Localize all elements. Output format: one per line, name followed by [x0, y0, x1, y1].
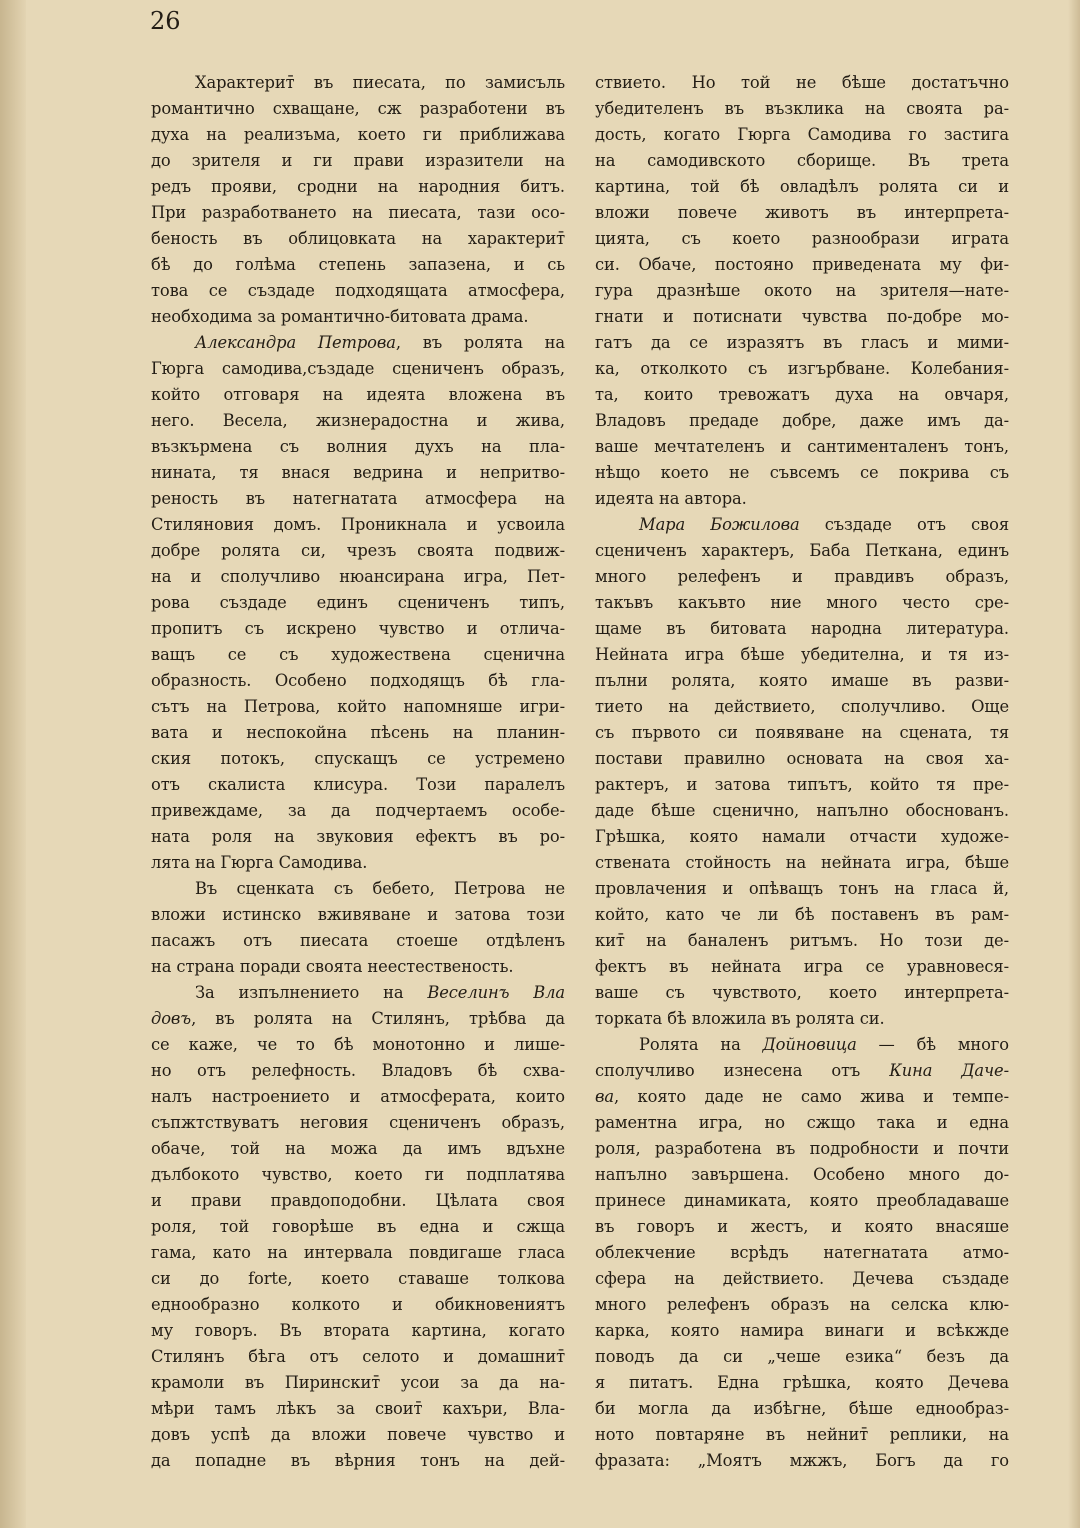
line-text: кит̄ на баналенъ ритъмъ. Но този де- [595, 931, 1009, 950]
line-text: сцениченъ характеръ, Баба Петкана, единъ [595, 541, 1009, 560]
line-text: си. Обаче, постояно приведената му фи- [595, 255, 1009, 274]
line-text: него. Весела, жизнерадостна и жива, [151, 411, 565, 430]
text-line [151, 616, 565, 642]
line-text: съпжтствуватъ неговия сцениченъ образъ, [151, 1113, 565, 1132]
line-text: торката бѣ вложила въ ролята си. [595, 1009, 885, 1028]
line-text: това се създаде подходящата атмосфера, [151, 281, 565, 300]
text-line [151, 954, 565, 980]
text-line [151, 772, 565, 798]
line-text: ствената стойность на нейната игра, бѣше [595, 853, 1009, 872]
text-line [151, 1214, 565, 1240]
line-text: нината, тя внася ведрина и непритво- [151, 463, 565, 482]
text-line [151, 96, 565, 122]
text-line [595, 720, 1009, 746]
text-line [151, 122, 565, 148]
line-text: убедителенъ въ възклика на своята ра- [595, 99, 1009, 118]
text-line [151, 278, 565, 304]
line-text: обаче, той на можа да имъ вдъхне [151, 1139, 565, 1158]
text-line [151, 356, 565, 382]
line-text: романтично схващане, сж разработени въ [151, 99, 565, 118]
line-text: дость, когато Гюрга Самодива го застига [595, 125, 1009, 144]
line-text: ваше съ чувството, което интерпрета- [595, 983, 1009, 1002]
text-line [595, 1188, 1009, 1214]
text-line [151, 1136, 565, 1162]
line-text: създаде отъ своя [799, 515, 1009, 534]
text-line [595, 1318, 1009, 1344]
text-line [151, 1162, 565, 1188]
text-line [595, 382, 1009, 408]
text-line [151, 408, 565, 434]
right-text-column [595, 70, 1009, 1474]
text-line [595, 1084, 1009, 1110]
text-line [151, 928, 565, 954]
text-line [595, 590, 1009, 616]
line-text: реность въ натегнатата атмосфера на [151, 489, 565, 508]
text-line [151, 1396, 565, 1422]
line-text: рова създаде единъ сцениченъ типъ, [151, 593, 565, 612]
text-line [151, 694, 565, 720]
line-text: поводъ да си „чеше езика“ безъ да [595, 1347, 1009, 1366]
text-line [151, 1448, 565, 1474]
text-line [595, 694, 1009, 720]
text-line [151, 824, 565, 850]
text-line [595, 460, 1009, 486]
line-text: раментна игра, но сжщо така и една [595, 1113, 1009, 1132]
line-text: нѣщо което не съвсемъ се покрива съ [595, 463, 1009, 482]
line-text: образность. Особено подходящъ бѣ гла- [151, 671, 565, 690]
line-text: вата и неспокойна пѣсень на планин- [151, 723, 565, 742]
line-text: сфера на действието. Дечева създаде [595, 1269, 1009, 1288]
line-text: ка, отколкото съ изгърбване. Колебания- [595, 359, 1009, 378]
text-line [151, 1318, 565, 1344]
text-line [595, 928, 1009, 954]
text-line [151, 148, 565, 174]
line-text: ствието. Но той не бѣше достатъчно [595, 73, 1009, 92]
text-line [595, 1136, 1009, 1162]
text-line [595, 980, 1009, 1006]
text-line [595, 1032, 1009, 1058]
line-text: дълбокото чувство, което ги подплатява [151, 1165, 565, 1184]
text-line [151, 1058, 565, 1084]
text-line [595, 876, 1009, 902]
text-line [151, 590, 565, 616]
line-text: ното повтаряне въ нейнит̄ реплики, на [595, 1425, 1009, 1444]
text-line [595, 1448, 1009, 1474]
text-line [595, 564, 1009, 590]
text-line [151, 1006, 565, 1032]
text-line [595, 1162, 1009, 1188]
text-line [151, 486, 565, 512]
page-edge-shadow [1068, 0, 1080, 1528]
line-text: много релефенъ образъ на селска клю- [595, 1295, 1009, 1314]
text-line [151, 876, 565, 902]
text-line [151, 538, 565, 564]
line-text: на самодивското сборище. Въ трета [595, 151, 1009, 170]
line-text: и прави правдоподобни. Цѣлата своя [151, 1191, 565, 1210]
line-text: добре ролята си, чрезъ своята подвиж- [151, 541, 565, 560]
text-line [151, 512, 565, 538]
line-text: принесе динамиката, която преобладаваше [595, 1191, 1009, 1210]
text-line [151, 200, 565, 226]
line-text: Гюрга самодива,създаде сцениченъ образъ, [151, 359, 565, 378]
text-line [151, 1422, 565, 1448]
text-line [595, 1344, 1009, 1370]
text-line [151, 668, 565, 694]
text-line [151, 304, 565, 330]
text-line [151, 382, 565, 408]
text-line [595, 746, 1009, 772]
text-line [595, 1006, 1009, 1032]
text-line [595, 304, 1009, 330]
line-text: на страна поради своята неестественость. [151, 957, 514, 976]
text-line [151, 70, 565, 96]
text-line [595, 954, 1009, 980]
text-line [595, 1266, 1009, 1292]
text-line [595, 1422, 1009, 1448]
line-text: на и сполучливо нюансирана игра, Пет- [151, 567, 565, 586]
line-text: гнати и потиснати чувства по-добре мо- [595, 307, 1009, 326]
text-line [595, 1240, 1009, 1266]
line-text: да попадне въ вѣрния тонъ на дей- [151, 1451, 565, 1470]
line-text: роля, разработена въ подробности и почти [595, 1139, 1009, 1158]
page-number: 26 [150, 7, 181, 35]
italic-name: Мара Божилова [639, 515, 800, 534]
line-text: провлачения и опѣващъ тонъ на гласа й, [595, 879, 1009, 898]
line-text: фразата: „Моятъ мжжъ, Богъ да го [595, 1451, 1009, 1470]
line-text: ващъ се съ художествена сценична [151, 645, 565, 664]
text-line [595, 408, 1009, 434]
text-line [151, 1188, 565, 1214]
text-line [595, 122, 1009, 148]
line-text: гатъ да се изразятъ въ гласъ и мими- [595, 333, 1009, 352]
line-text: ната роля на звуковия ефектъ въ ро- [151, 827, 565, 846]
line-text: който отговаря на идеята вложена въ [151, 385, 565, 404]
text-line [595, 1214, 1009, 1240]
line-text: но отъ релефность. Владовъ бѣ схва- [151, 1061, 565, 1080]
line-text: сполучливо изнесена отъ [595, 1061, 890, 1080]
line-text: Владовъ предаде добре, даже имъ да- [595, 411, 1009, 430]
text-line [151, 1084, 565, 1110]
line-text: Стиляновия домъ. Проникнала и усвоила [151, 515, 565, 534]
text-line [151, 1110, 565, 1136]
text-line [595, 798, 1009, 824]
text-line [151, 642, 565, 668]
text-line [595, 1396, 1009, 1422]
line-text: , въ ролята на [395, 333, 565, 352]
text-line [595, 200, 1009, 226]
text-line [151, 720, 565, 746]
line-text: до зрителя и ги прави изразители на [151, 151, 565, 170]
line-text: роля, той говорѣше въ една и сжща [151, 1217, 565, 1236]
text-line [595, 772, 1009, 798]
line-text: се каже, че то бѣ монотонно и лише- [151, 1035, 565, 1054]
text-line [595, 850, 1009, 876]
line-text: Въ сценката съ бебето, Петрова не [195, 879, 565, 898]
italic-name: ва [595, 1087, 614, 1106]
line-text: ския потокъ, спускащъ се устремено [151, 749, 565, 768]
line-text: крамоли въ Пиринскит̄ усои за да на- [151, 1373, 565, 1392]
text-line [595, 96, 1009, 122]
line-text: облекчение всрѣдъ натегнатата атмо- [595, 1243, 1009, 1262]
line-text: гама, като на интервала повдигаше гласа [151, 1243, 565, 1262]
line-text: та, които тревожатъ духа на овчаря, [595, 385, 1009, 404]
line-text: Нейната игра бѣше убедителна, и тя из- [595, 645, 1009, 664]
text-line [595, 1110, 1009, 1136]
line-text: идеята на автора. [595, 489, 747, 508]
text-line [151, 798, 565, 824]
line-text: си до forte, което ставаше толкова [151, 1269, 565, 1288]
text-line [151, 564, 565, 590]
text-line [595, 252, 1009, 278]
line-text: вложи повече животъ въ интерпрета- [595, 203, 1009, 222]
line-text: би могла да избѣгне, бѣше еднообраз- [595, 1399, 1009, 1418]
line-text: който, като че ли бѣ поставенъ въ рам- [595, 905, 1009, 924]
line-text: налъ настроението и атмосферата, които [151, 1087, 565, 1106]
line-text: редъ прояви, сродни на народния битъ. [151, 177, 565, 196]
line-text: привеждаме, за да подчертаемъ особе- [151, 801, 565, 820]
italic-name: Дойновица [762, 1035, 857, 1054]
text-line [151, 1344, 565, 1370]
italic-name: Веселинъ Вла [427, 983, 565, 1002]
line-text: съ първото си появяване на сцената, тя [595, 723, 1009, 742]
line-text: гура дразнѣше окото на зрителя—нате- [595, 281, 1009, 300]
line-text: карка, която намира винаги и всѣкжде [595, 1321, 1009, 1340]
line-text: много релефенъ и правдивъ образъ, [595, 567, 1009, 586]
text-line [595, 174, 1009, 200]
line-text: напълно завършена. Особено много до- [595, 1165, 1009, 1184]
left-text-column [151, 70, 565, 1474]
line-text: мѣри тамъ лѣкъ за своит̄ кахъри, Вла- [151, 1399, 565, 1418]
line-text: вложи истинско вживяване и затова този [151, 905, 565, 924]
text-line [595, 1292, 1009, 1318]
text-line [151, 174, 565, 200]
text-line [595, 512, 1009, 538]
line-text: я питатъ. Една грѣшка, която Дечева [595, 1373, 1009, 1392]
line-text: тието на действието, сполучливо. Още [595, 697, 1009, 716]
text-line [151, 902, 565, 928]
line-text: Стилянъ бѣга отъ селото и домашнит̄ [151, 1347, 565, 1366]
line-text: необходима за романтично-битовата драма. [151, 307, 529, 326]
line-text: довъ успѣ да вложи повече чувство и [151, 1425, 565, 1444]
line-text: отъ скалиста клисура. Този паралелъ [151, 775, 565, 794]
text-line [595, 642, 1009, 668]
text-line [595, 538, 1009, 564]
text-line [595, 1058, 1009, 1084]
text-line [151, 330, 565, 356]
text-line [595, 278, 1009, 304]
line-text: картина, той бѣ овладѣлъ ролята си и [595, 177, 1009, 196]
text-line [595, 616, 1009, 642]
text-line [595, 486, 1009, 512]
line-text: постави правилно основата на своя ха- [595, 749, 1009, 768]
line-text: еднообразно колкото и обикновениятъ [151, 1295, 565, 1314]
text-line [595, 330, 1009, 356]
line-text: духа на реализъма, което ги приближава [151, 125, 565, 144]
line-text: , въ ролята на Стилянъ, трѣбва да [191, 1009, 565, 1028]
line-text: му говоръ. Въ втората картина, когато [151, 1321, 565, 1340]
text-line [151, 1266, 565, 1292]
text-line [595, 434, 1009, 460]
page-binding-shadow [0, 0, 26, 1528]
text-line [151, 434, 565, 460]
line-text: пасажъ отъ пиесата стоеше отдѣленъ [151, 931, 565, 950]
line-text: ваше мечтателенъ и сантименталенъ тонъ, [595, 437, 1009, 456]
line-text: беность въ облицовката на характерит̄ [151, 229, 565, 248]
text-line [151, 252, 565, 278]
text-line [595, 356, 1009, 382]
text-line [151, 1292, 565, 1318]
line-text: Ролята на [639, 1035, 763, 1054]
text-line [595, 226, 1009, 252]
text-line [151, 1240, 565, 1266]
text-line [595, 148, 1009, 174]
line-text: бѣ до голѣма степень запазена, и сь [151, 255, 565, 274]
italic-name: Кина Даче- [889, 1061, 1009, 1080]
text-line [595, 70, 1009, 96]
line-text: въ говоръ и жестъ, и която внасяше [595, 1217, 1009, 1236]
line-text: Характерит̄ въ пиесата, по замисъль [195, 73, 565, 92]
text-line [595, 824, 1009, 850]
text-line [151, 1370, 565, 1396]
text-line [151, 1032, 565, 1058]
text-line [151, 460, 565, 486]
italic-name: Александра Петрова [195, 333, 396, 352]
text-line [151, 746, 565, 772]
text-line [595, 1370, 1009, 1396]
line-text: рактеръ, и затова типътъ, който тя пре- [595, 775, 1009, 794]
line-text: — бѣ много [856, 1035, 1009, 1054]
line-text: За изпълнението на [195, 983, 428, 1002]
line-text: пропитъ съ искрено чувство и отлича- [151, 619, 565, 638]
line-text: сътъ на Петрова, който напомняше игри- [151, 697, 565, 716]
italic-name: довъ [151, 1009, 192, 1028]
text-line [595, 902, 1009, 928]
line-text: даде бѣше сценично, напълно обоснованъ. [595, 801, 1009, 820]
line-text: възкърмена съ волния духъ на пла- [151, 437, 565, 456]
line-text: цията, съ което разнообрази играта [595, 229, 1009, 248]
line-text: , която даде не само жива и темпе- [613, 1087, 1009, 1106]
line-text: лята на Гюрга Самодива. [151, 853, 368, 872]
text-line [151, 980, 565, 1006]
line-text: фектъ въ нейната игра се уравновеся- [595, 957, 1009, 976]
line-text: щаме въ битовата народна литература. [595, 619, 1009, 638]
text-line [151, 850, 565, 876]
text-line [151, 226, 565, 252]
line-text: пълни ролята, която имаше въ разви- [595, 671, 1009, 690]
line-text: Грѣшка, която намали отчасти художе- [595, 827, 1009, 846]
line-text: При разработването на пиесата, тази осо- [151, 203, 565, 222]
line-text: такъвъ какъвто ние много често сре- [595, 593, 1009, 612]
text-line [595, 668, 1009, 694]
